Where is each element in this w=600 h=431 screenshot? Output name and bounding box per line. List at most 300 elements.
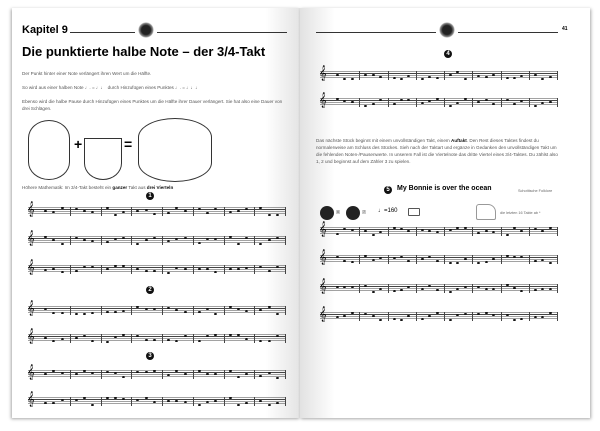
song-origin: Schottische Folklore (518, 189, 553, 193)
note (513, 287, 516, 289)
note (449, 105, 452, 107)
bar-line (224, 370, 225, 379)
note (91, 340, 94, 342)
note (114, 311, 117, 313)
note (153, 237, 156, 239)
note (449, 229, 452, 231)
note (393, 227, 396, 229)
bar-line (254, 370, 255, 379)
note (456, 102, 459, 104)
note (268, 270, 271, 272)
note (364, 105, 367, 107)
bar-line (224, 306, 225, 315)
bar-line (501, 71, 502, 80)
note (136, 210, 139, 212)
note (393, 318, 396, 320)
bar-line (70, 334, 71, 343)
treble-clef-icon: 𝄞 (319, 66, 327, 81)
note (184, 268, 187, 270)
note (114, 214, 117, 216)
bar-line (162, 306, 163, 315)
note (122, 376, 125, 378)
note (428, 100, 431, 102)
note (436, 98, 439, 100)
note (549, 312, 552, 314)
bar-line (388, 312, 389, 321)
music-staff (27, 365, 286, 380)
note (198, 370, 201, 372)
music-staff (27, 329, 286, 344)
divider (316, 32, 436, 33)
bar-line (131, 334, 132, 343)
note (428, 230, 431, 232)
music-staff (319, 222, 558, 237)
treble-clef-icon: 𝄞 (27, 231, 35, 246)
note (372, 74, 375, 76)
note (456, 227, 459, 229)
note (136, 371, 139, 373)
note (520, 230, 523, 232)
bar-line (224, 397, 225, 406)
divider (458, 32, 558, 33)
bar-line (557, 71, 558, 80)
note (549, 262, 552, 264)
equals-sign: = (124, 136, 133, 152)
note (464, 98, 467, 100)
note (336, 74, 339, 76)
note (206, 335, 209, 337)
note (541, 259, 544, 261)
note (229, 306, 232, 308)
bar-line (388, 255, 389, 264)
note (214, 313, 217, 315)
bar-line (285, 265, 286, 274)
cd-icon[interactable] (346, 206, 360, 220)
note (61, 243, 64, 245)
treble-clef-icon: 𝄞 (27, 202, 35, 217)
note (393, 257, 396, 259)
note (520, 290, 523, 292)
note (364, 285, 367, 287)
bar-line (224, 265, 225, 274)
bar-line (193, 265, 194, 274)
bar-line (557, 227, 558, 236)
note (229, 211, 232, 213)
text-bold: drei Vierteln (146, 185, 174, 190)
note (136, 243, 139, 245)
note (153, 270, 156, 272)
note (379, 76, 382, 78)
note (245, 402, 248, 404)
note (276, 377, 279, 379)
note (364, 230, 367, 232)
note (114, 238, 117, 240)
note (549, 101, 552, 103)
cd-icon[interactable] (320, 206, 334, 220)
note (44, 373, 47, 375)
note (259, 207, 262, 209)
bar-line (529, 312, 530, 321)
exercise-number: 2 (146, 286, 154, 294)
note (268, 404, 271, 406)
note (214, 373, 217, 375)
note (214, 208, 217, 210)
bar-line (472, 284, 473, 293)
bar-line (444, 312, 445, 321)
note (214, 334, 217, 336)
bar-line (70, 306, 71, 315)
note (436, 289, 439, 291)
note (534, 289, 537, 291)
note (167, 374, 170, 376)
bar-line (101, 397, 102, 406)
note (214, 400, 217, 402)
note (343, 100, 346, 102)
note (541, 316, 544, 318)
note (456, 262, 459, 264)
note (229, 397, 232, 399)
bar-line (444, 284, 445, 293)
note (343, 78, 346, 80)
treble-clef-icon: 𝄞 (319, 222, 327, 237)
note (372, 315, 375, 317)
note (520, 75, 523, 77)
text-bold: Auftakt (451, 138, 467, 143)
note (145, 397, 148, 399)
note (336, 98, 339, 100)
song-title: My Bonnie is over the ocean (397, 185, 492, 192)
note (421, 288, 424, 290)
note (534, 74, 537, 76)
divider (157, 32, 287, 33)
note (506, 284, 509, 286)
plus-sign: + (74, 136, 83, 152)
bar-line (557, 98, 558, 107)
bar-line (444, 98, 445, 107)
note (206, 238, 209, 240)
note (379, 257, 382, 259)
note (534, 260, 537, 262)
note (184, 373, 187, 375)
bar-line (193, 306, 194, 315)
bar-line (416, 255, 417, 264)
note (464, 258, 467, 260)
note (343, 260, 346, 262)
bar-line (254, 306, 255, 315)
note (122, 211, 125, 213)
note (106, 397, 109, 399)
text-part: durch Hinzufügen eines Punktes (107, 85, 174, 90)
bar-line (193, 207, 194, 216)
note (175, 207, 178, 209)
text-part: So wird aus einer halben Note (22, 85, 84, 90)
note (449, 291, 452, 293)
note (83, 313, 86, 315)
note (167, 240, 170, 242)
note (477, 75, 480, 77)
note (428, 76, 431, 78)
note (492, 258, 495, 260)
note (52, 239, 55, 241)
note (520, 100, 523, 102)
note (61, 399, 64, 401)
note (91, 211, 94, 213)
note (276, 237, 279, 239)
bar-line (472, 255, 473, 264)
note (229, 268, 232, 270)
cake-quarter-illustration (84, 138, 122, 180)
note (83, 370, 86, 372)
note (259, 400, 262, 402)
bar-line (285, 306, 286, 315)
note (400, 78, 403, 80)
note (379, 231, 382, 233)
note (237, 376, 240, 378)
bar-line (501, 98, 502, 107)
note (198, 404, 201, 406)
note (506, 77, 509, 79)
note (464, 227, 467, 229)
bar-line (285, 334, 286, 343)
note (83, 210, 86, 212)
page-number: 41 (562, 26, 568, 32)
note (549, 227, 552, 229)
note (167, 272, 170, 274)
note (122, 398, 125, 400)
tempo-marking: ♩=160 (378, 208, 398, 214)
bar-line (224, 236, 225, 245)
bar-line (416, 227, 417, 236)
note (52, 402, 55, 404)
note (75, 337, 78, 339)
note (351, 101, 354, 103)
note (237, 334, 240, 336)
note (520, 256, 523, 258)
note (372, 259, 375, 261)
note (485, 230, 488, 232)
note (145, 209, 148, 211)
note (421, 78, 424, 80)
bar-line (529, 98, 530, 107)
exercise-number: 4 (444, 50, 452, 58)
note (136, 335, 139, 337)
note (428, 315, 431, 317)
note (114, 397, 117, 399)
note (61, 338, 64, 340)
note (83, 239, 86, 241)
intro-text: Der Punkt hinter einer Note verlängert ihren Wert um die Hälfte. (22, 71, 152, 76)
bar-line (193, 236, 194, 245)
note (351, 261, 354, 263)
note (184, 210, 187, 212)
note (421, 102, 424, 104)
bar-line (101, 306, 102, 315)
music-staff (27, 202, 286, 217)
note (372, 234, 375, 236)
note (245, 338, 248, 340)
note (167, 212, 170, 214)
note (75, 270, 78, 272)
note (541, 230, 544, 232)
note (44, 402, 47, 404)
note (52, 340, 55, 342)
note (184, 237, 187, 239)
note (407, 286, 410, 288)
note (136, 306, 139, 308)
note (421, 229, 424, 231)
bar-line (388, 98, 389, 107)
bar-line (359, 284, 360, 293)
note (343, 228, 346, 230)
note (421, 318, 424, 320)
note (549, 288, 552, 290)
note (214, 271, 217, 273)
note (436, 77, 439, 79)
note (464, 78, 467, 80)
math-text (22, 184, 173, 191)
note (83, 335, 86, 337)
bar-line (444, 227, 445, 236)
bar-line (557, 255, 558, 264)
treble-clef-icon: 𝄞 (27, 392, 35, 407)
bar-line (285, 236, 286, 245)
bar-line (101, 334, 102, 343)
note (276, 266, 279, 268)
note (145, 270, 148, 272)
note (513, 77, 516, 79)
treble-clef-icon: 𝄞 (27, 260, 35, 275)
bar-line (162, 370, 163, 379)
bar-line (501, 227, 502, 236)
note (245, 237, 248, 239)
note (52, 370, 55, 372)
note (44, 236, 47, 238)
text-part: Takt aus (127, 185, 147, 190)
music-staff (27, 392, 286, 407)
note (400, 99, 403, 101)
note (184, 335, 187, 337)
note (492, 314, 495, 316)
right-page (300, 8, 590, 418)
note (477, 313, 480, 315)
music-staff (319, 93, 558, 108)
bar-line (101, 370, 102, 379)
note (400, 319, 403, 321)
music-staff (27, 260, 286, 275)
song-number: 5 (384, 186, 392, 194)
note (175, 309, 178, 311)
note (268, 239, 271, 241)
bar-line (557, 284, 558, 293)
note (259, 243, 262, 245)
note (407, 315, 410, 317)
note (259, 375, 262, 377)
music-staff (319, 250, 558, 265)
note (136, 399, 139, 401)
note (336, 316, 339, 318)
note (153, 308, 156, 310)
music-staff (27, 231, 286, 246)
note (436, 231, 439, 233)
note (198, 242, 201, 244)
note (184, 311, 187, 313)
note (276, 402, 279, 404)
note (52, 211, 55, 213)
note (549, 76, 552, 78)
bar-line (472, 312, 473, 321)
cake-three-quarters-illustration (138, 118, 212, 182)
bar-line (285, 370, 286, 379)
note (122, 237, 125, 239)
bar-line (254, 236, 255, 245)
note (106, 241, 109, 243)
note (379, 288, 382, 290)
note (245, 267, 248, 269)
note (175, 267, 178, 269)
note (428, 285, 431, 287)
note (492, 288, 495, 290)
note (52, 312, 55, 314)
piano-icon (476, 204, 496, 220)
bar-line (131, 370, 132, 379)
note (106, 341, 109, 343)
note (206, 212, 209, 214)
bar-line (131, 236, 132, 245)
note (379, 319, 382, 321)
bar-line (388, 227, 389, 236)
note (364, 313, 367, 315)
cd-track: 7 (363, 210, 366, 214)
note (75, 208, 78, 210)
note (259, 340, 262, 342)
note (336, 256, 339, 258)
note (114, 336, 117, 338)
note (237, 210, 240, 212)
auftakt-paragraph (316, 137, 562, 165)
bar-line (416, 71, 417, 80)
bar-line (444, 255, 445, 264)
note (198, 208, 201, 210)
bar-line (472, 71, 473, 80)
note (114, 265, 117, 267)
note (122, 310, 125, 312)
music-staff (27, 301, 286, 316)
note (75, 313, 78, 315)
note (91, 372, 94, 374)
note (485, 99, 488, 101)
note (541, 78, 544, 80)
note (477, 262, 480, 264)
note (336, 233, 339, 235)
note (506, 255, 509, 257)
bar-line (501, 284, 502, 293)
note (61, 271, 64, 273)
note (106, 311, 109, 313)
bar-line (162, 334, 163, 343)
bar-line (193, 334, 194, 343)
bar-line (254, 207, 255, 216)
note (145, 339, 148, 341)
note (237, 268, 240, 270)
bar-line (70, 370, 71, 379)
bar-line (359, 98, 360, 107)
page-title: Die punktierte halbe Note – der 3/4-Takt (22, 44, 266, 59)
music-staff (319, 307, 558, 322)
note (351, 312, 354, 314)
note (106, 207, 109, 209)
note (276, 313, 279, 315)
music-staff (319, 66, 558, 81)
